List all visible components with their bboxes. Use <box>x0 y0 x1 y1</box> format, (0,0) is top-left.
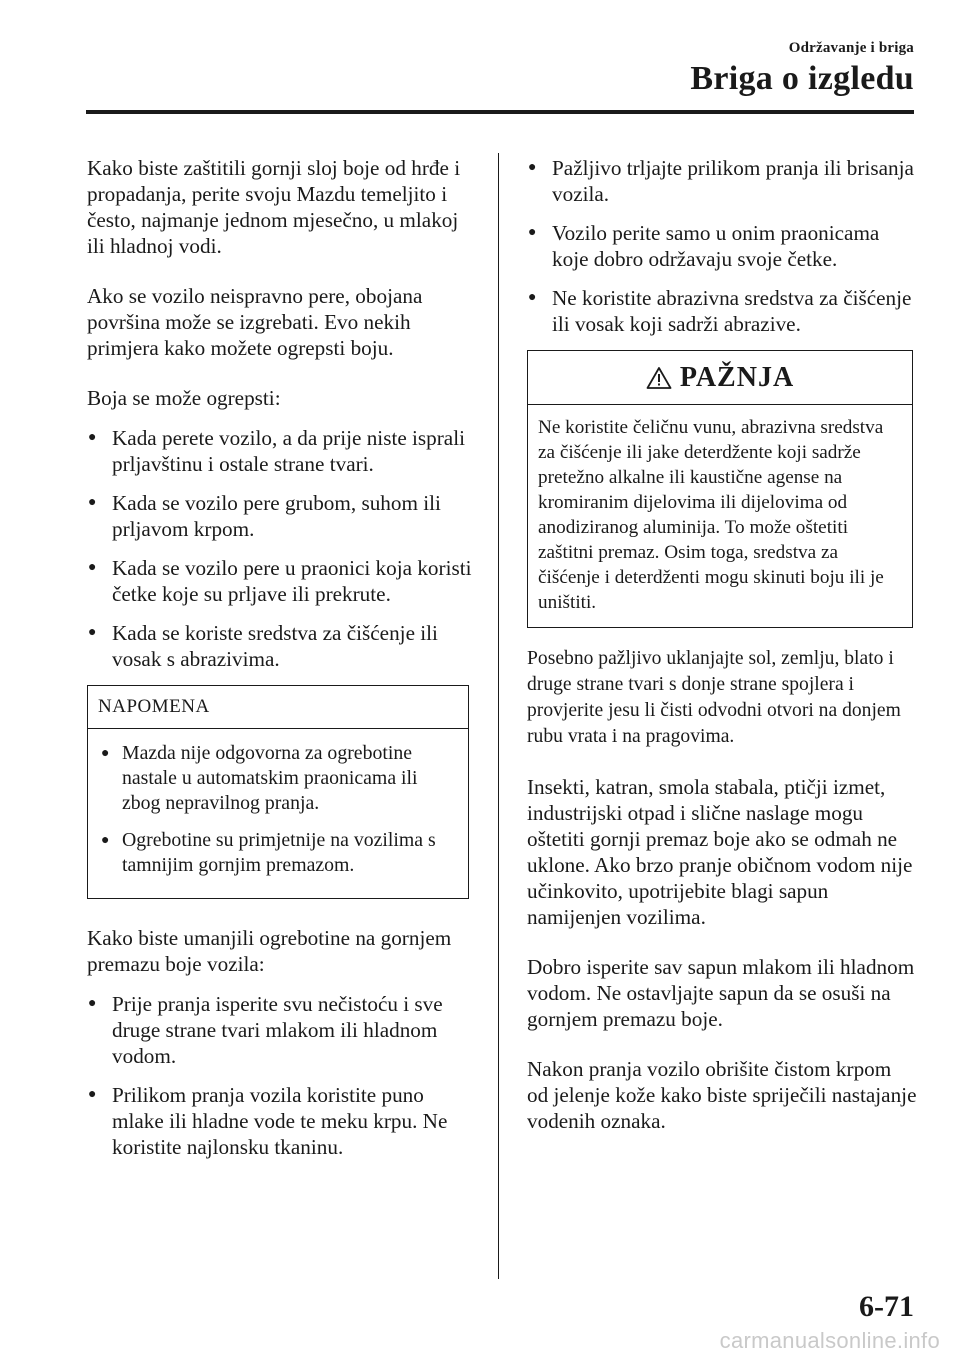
list-item <box>100 741 458 816</box>
header-rule <box>86 110 914 114</box>
paragraph: Kako biste umanjili ogrebotine na gornjem premazu boje vozila: <box>87 926 452 976</box>
warning-box <box>527 350 913 628</box>
list-item-text: Kada perete vozilo, a da prije niste isprali prljavštinu i ostale strane tvari. <box>112 426 465 476</box>
paragraph: Ako se vozilo neispravno pere, obojana površina može se izgrebati. Evo nekih primjera kako možete ogrepsti boju. <box>87 284 423 360</box>
paragraph: Boja se može ogrepsti: <box>87 386 281 410</box>
paragraph: Kako biste zaštitili gornji sloj boje od hrđe i propadanja, perite svoju Mazdu temeljito i često, najmanje jednom mjesečno, u mlakoj ili hladnoj vodi. <box>87 156 461 258</box>
bullet-icon: ● <box>528 160 537 175</box>
list-item <box>87 620 472 672</box>
list-item <box>87 490 472 542</box>
warning-header <box>528 351 912 405</box>
bullet-icon: ● <box>528 225 537 240</box>
warning-title: PAŽNJA <box>679 361 795 393</box>
paragraph: Insekti, katran, smola stabala, ptičji izmet, industrijski otpad i slične naslage mogu oštetiti gornji premaz boje ako se odmah ne uklone. Ako brzo pranje običnom vodom nije učinkovito, upotrijebite blagi sapun namijenjen vozilima. <box>527 775 913 929</box>
bullet-icon: ● <box>88 430 97 445</box>
list-item-text: Vozilo perite samo u onim praonicama koje dobro održavaju svoje četke. <box>552 221 880 271</box>
bullet-list <box>87 425 472 672</box>
note-title: NAPOMENA <box>88 686 468 729</box>
note-body <box>88 729 468 898</box>
note-box <box>87 685 469 899</box>
paragraph: Posebno pažljivo uklanjajte sol, zemlju, blato i druge strane tvari s donje strane spojlera i provjerite jesu li čisti odvodni otvori na donjem rubu vrata i na pragovima. <box>527 648 901 747</box>
list-item-text: Ne koristite abrazivna sredstva za čišćenje ili vosak koji sadrži abrazive. <box>552 286 912 336</box>
list-item-text: Prije pranja isperite svu nečistoću i sve druge strane tvari mlakom ili hladnom vodom. <box>112 992 443 1068</box>
page-title: Briga o izgledu <box>690 60 914 97</box>
list-item <box>100 828 458 878</box>
list-item <box>87 991 472 1069</box>
list-item <box>87 425 472 477</box>
list-item-text: Kada se koriste sredstva za čišćenje ili vosak s abrazivima. <box>112 621 438 671</box>
bullet-icon: ● <box>101 833 110 848</box>
bullet-icon: ● <box>88 625 97 640</box>
list-item-text: Ogrebotine su primjetnije na vozilima s tamnijim gornjim premazom. <box>122 829 436 876</box>
list-item-text: Mazda nije odgovorna za ogrebotine nastale u automatskim praonicama ili zbog nepravilnog pranja. <box>122 742 418 814</box>
list-item <box>527 220 917 272</box>
bullet-list <box>527 155 917 337</box>
warning-triangle-icon <box>646 366 672 390</box>
section-title: Održavanje i briga <box>788 40 914 56</box>
watermark: carmanualsonline.info <box>719 1328 940 1353</box>
paragraph: Nakon pranja vozilo obrišite čistom krpom od jelenje kože kako biste spriječili nastajanje vodenih oznaka. <box>527 1057 917 1133</box>
list-item <box>87 1082 472 1160</box>
right-column <box>527 155 917 1158</box>
list-item <box>87 555 472 607</box>
paragraph: Dobro isperite sav sapun mlakom ili hladnom vodom. Ne ostavljajte sapun da se osuši na gornjem premazu boje. <box>527 955 915 1031</box>
list-item-text: Pažljivo trljajte prilikom pranja ili brisanja vozila. <box>552 156 914 206</box>
bullet-icon: ● <box>88 996 97 1011</box>
bullet-icon: ● <box>88 495 97 510</box>
list-item-text: Kada se vozilo pere grubom, suhom ili prljavom krpom. <box>112 491 441 541</box>
bullet-icon: ● <box>88 560 97 575</box>
list-item-text: Prilikom pranja vozila koristite puno mlake ili hladne vode te meku krpu. Ne koristite najlonsku tkaninu. <box>112 1083 448 1159</box>
page-number: 6-71 <box>859 1290 914 1323</box>
list-item-text: Kada se vozilo pere u praonici koja koristi četke koje su prljave ili prekrute. <box>112 556 472 606</box>
left-column <box>87 155 472 1173</box>
list-item <box>527 285 917 337</box>
column-divider <box>498 153 499 1279</box>
bullet-icon: ● <box>88 1087 97 1102</box>
warning-text: Ne koristite čeličnu vunu, abrazivna sredstva za čišćenje ili jake deterdžente koji sadrže pretežno alkalne ili kaustične agense na kromiranim dijelovima ili dijelovima od anodiziranog aluminija. To može oštetiti zaštitni premaz. Osim toga, sredstva za čišćenje i deterdženti mogu skinuti boju ili je uništiti. <box>538 417 884 613</box>
bullet-list <box>87 991 472 1160</box>
list-item <box>527 155 917 207</box>
bullet-icon: ● <box>528 290 537 305</box>
bullet-icon: ● <box>101 746 110 761</box>
note-list <box>100 741 458 878</box>
